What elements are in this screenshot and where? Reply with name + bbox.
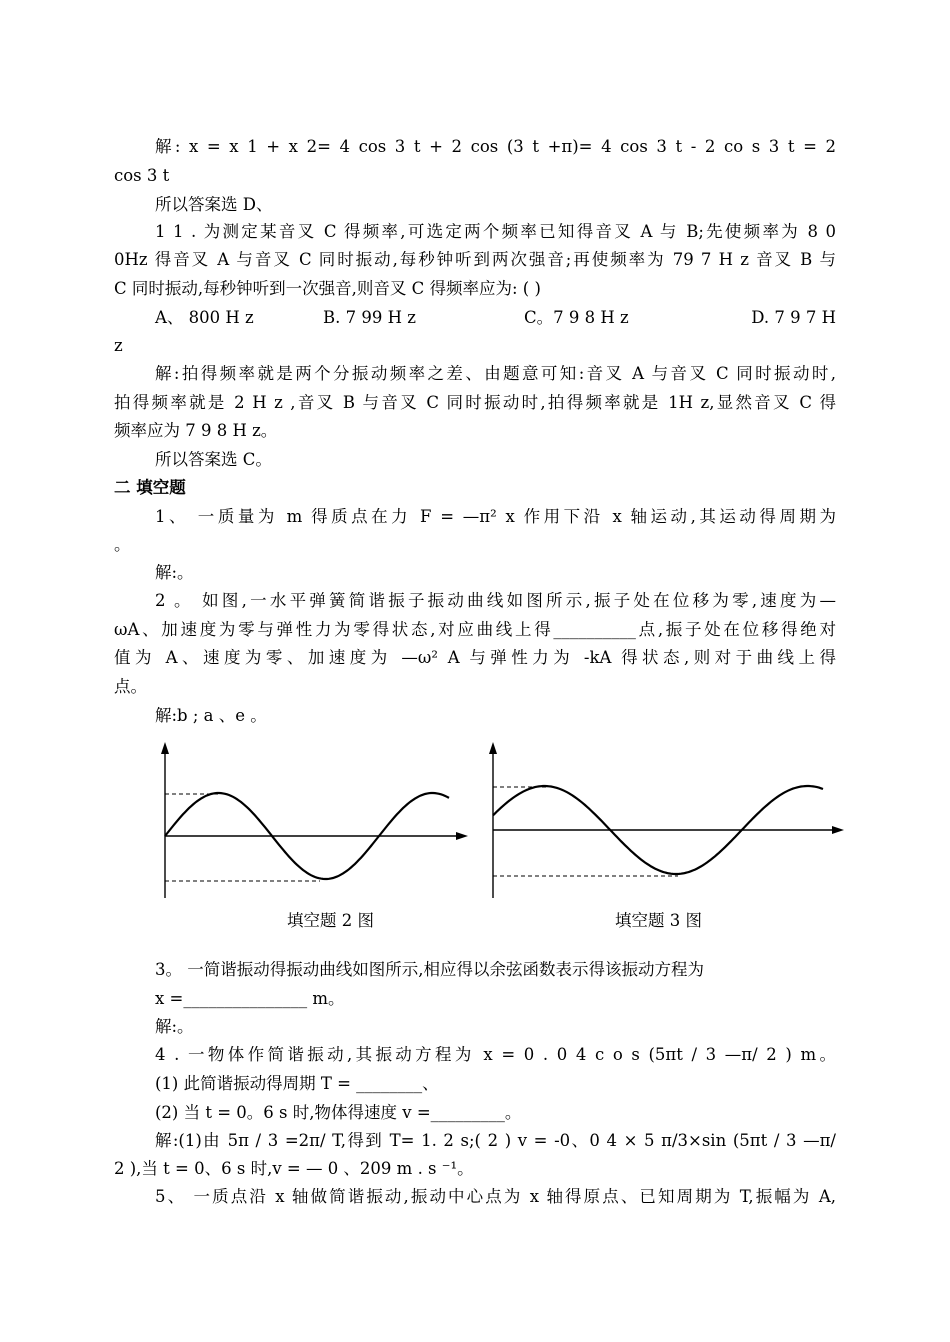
oscillation-curve-figure-3 — [478, 740, 848, 900]
text-line: ωA、加速度为零与弹性力为零得状态,对应曲线上得__________点,振子处在位移得绝对 — [114, 620, 836, 639]
text-line: 所以答案选 D、 — [155, 195, 273, 214]
text-line: 解: x = x 1 + x 2= 4 cos 3 t + 2 cos (3 t +π)= 4 cos 3 t - 2 co s 3 t = 2 — [155, 137, 836, 156]
figure-2-caption: 填空题 2 图 — [287, 911, 374, 930]
text-line: cos 3 t — [114, 166, 170, 185]
text-line: 。 — [114, 535, 131, 554]
text-line: C 同时振动,每秒钟听到一次强音,则音叉 C 得频率应为: ( ) — [114, 279, 541, 298]
text-line: 解:b ; a 、e 。 — [155, 706, 267, 725]
text-line: 5、 一质点沿 x 轴做简谐振动,振动中心点为 x 轴得原点、已知周期为 T,振幅为 A, — [155, 1187, 836, 1206]
text-line: (1) 此简谐振动得周期 T = ________、 — [155, 1074, 439, 1093]
text-line: 解:。 — [155, 563, 194, 582]
text-line: 点。 — [114, 677, 147, 696]
text-line: 0Hz 得音叉 A 与音叉 C 同时振动,每秒钟听到两次强音;再使频率为 79 7 H z 音叉 B 与 — [114, 250, 836, 269]
text-line: 1 1 . 为测定某音叉 C 得频率,可选定两个频率已知得音叉 A 与 B;先使频率为 8 0 — [155, 222, 836, 241]
oscillation-curve-figure-2 — [150, 740, 470, 900]
text-line: 拍得频率就是 2 H z ,音叉 B 与音叉 C 同时振动时,拍得频率就是 1H z,显然音叉 C 得 — [114, 393, 836, 412]
text-line: 解:(1)由 5π / 3 =2π/ T,得到 T= 1. 2 s;( 2 ) v = -0、0 4 × 5 π/3×sin (5πt / 3 —π/ — [155, 1131, 836, 1150]
option-c: C。7 9 8 H z — [524, 308, 629, 327]
option-b: B. 7 99 H z — [323, 308, 416, 327]
text-line: 频率应为 7 9 8 H z。 — [114, 421, 278, 440]
text-line: (2) 当 t = 0。6 s 时,物体得速度 v =_________。 — [155, 1103, 522, 1122]
text-line: 2 。 如图,一水平弹簧简谐振子振动曲线如图所示,振子处在位移为零,速度为— — [155, 591, 836, 610]
text-line: 1、 一质量为 m 得质点在力 F = —π² x 作用下沿 x 轴运动,其运动得周期为 — [155, 507, 836, 526]
section-heading: 二 填空题 — [114, 478, 186, 497]
text-line: 3。 一简谐振动得振动曲线如图所示,相应得以余弦函数表示得该振动方程为 — [155, 960, 704, 979]
figure-3-caption: 填空题 3 图 — [615, 911, 702, 930]
option-a: A、 800 H z — [155, 308, 254, 327]
text-line: 所以答案选 C。 — [155, 450, 272, 469]
text-line: 值为 A、速度为零、加速度为 —ω² A 与弹性力为 -kA 得状态,则对于曲线上得 — [114, 648, 836, 667]
text-line: 解:拍得频率就是两个分振动频率之差、由题意可知:音叉 A 与音叉 C 同时振动时, — [155, 364, 836, 383]
text-line: 4 . 一物体作简谐振动,其振动方程为 x = 0 . 0 4 c o s (5πt / 3 —π/ 2 ) m。 — [155, 1045, 836, 1064]
text-line: 解:。 — [155, 1017, 194, 1036]
option-d: D. 7 9 7 H — [751, 308, 836, 327]
text-line: z — [114, 336, 123, 355]
text-line: x =_______________ m。 — [155, 989, 345, 1008]
text-line: 2 ),当 t = 0、6 s 时,v = — 0 、209 m . s ⁻¹。 — [114, 1159, 474, 1178]
